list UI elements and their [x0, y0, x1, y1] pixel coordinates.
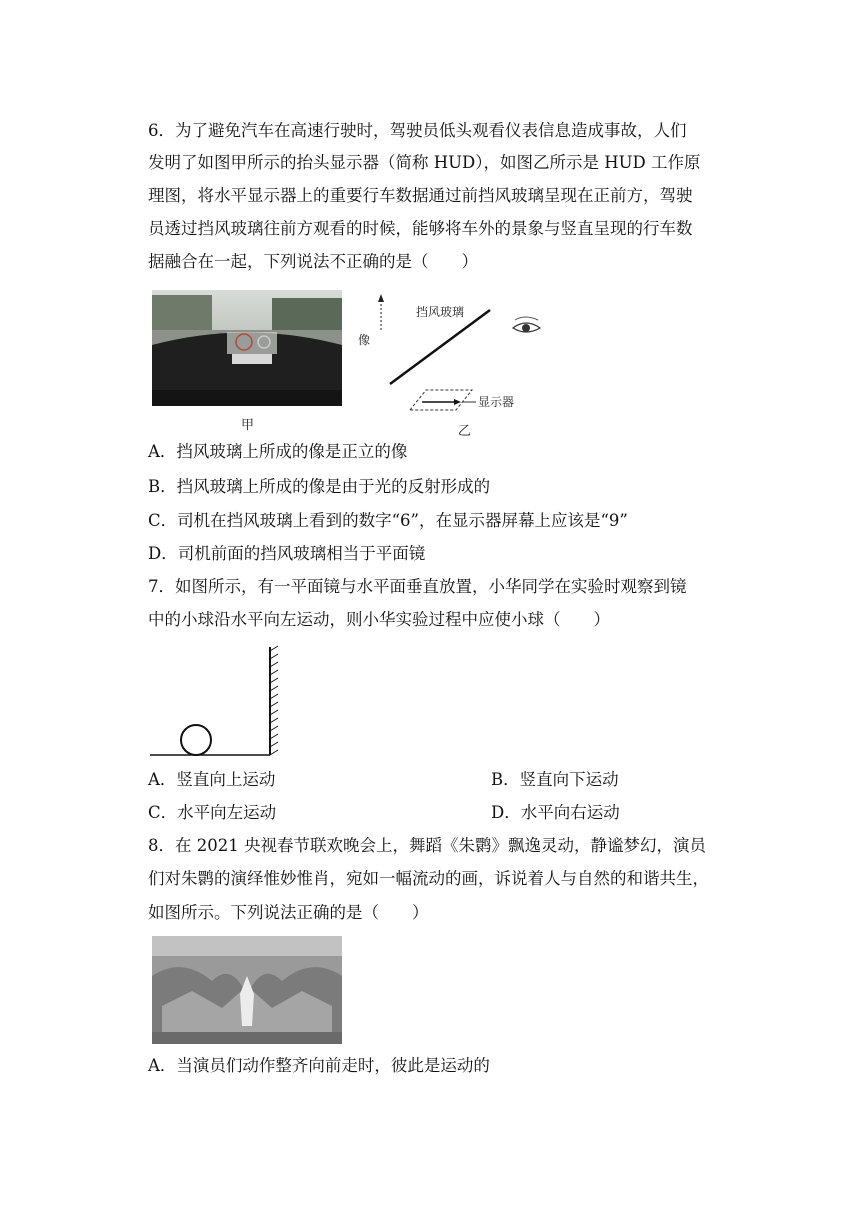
q8-stem-line-3: 如图所示。下列说法正确的是（ ） [148, 903, 429, 922]
q6-stem-line-3: 理图，将水平显示器上的重要行车数据通过前挡风玻璃呈现在正前方，驾驶 [148, 186, 693, 205]
ball [181, 725, 211, 755]
q6-stem-line-4: 员透过挡风玻璃往前方观看的时候，能够将车外的景象与竖直呈现的行车数 [148, 219, 693, 238]
q6-stem-line-1: 6．为了避免汽车在高速行驶时，驾驶员低头观看仪表信息造成事故，人们 [148, 121, 687, 140]
q7-option-c[interactable]: C．水平向左运动 [148, 803, 277, 822]
q8-stem-line-1: 8．在 2021 央视春节联欢晚会上，舞蹈《朱鹮》飘逸灵动，静谧梦幻，演员 [148, 836, 706, 855]
q6-option-b[interactable]: B．挡风玻璃上所成的像是由于光的反射形成的 [148, 477, 491, 496]
hud-photo [152, 290, 342, 406]
q7-stem-line-2: 中的小球沿水平向左运动，则小华实验过程中应使小球（ ） [148, 610, 610, 629]
windshield-label: 挡风玻璃 [416, 305, 465, 319]
dance-photo [152, 936, 342, 1044]
figure-jia-caption: 甲 [241, 418, 255, 433]
hud-principle-diagram [350, 292, 550, 432]
q6-stem-line-2: 发明了如图甲所示的抬头显示器（简称 HUD），如图乙所示是 HUD 工作原 [148, 153, 701, 172]
figure-yi-caption: 乙 [458, 424, 472, 439]
eye-icon [513, 317, 540, 332]
q8-option-a[interactable]: A．当演员们动作整齐向前走时，彼此是运动的 [148, 1056, 490, 1075]
q6-option-c[interactable]: C．司机在挡风玻璃上看到的数字“6”，在显示器屏幕上应该是“9” [148, 511, 628, 530]
q6-stem-line-5: 据融合在一起，下列说法不正确的是（ ） [148, 252, 478, 271]
q8-stem-line-2: 们对朱鹮的演绎惟妙惟肖，宛如一幅流动的画，诉说着人与自然的和谐共生， [148, 869, 709, 888]
q7-option-d[interactable]: D．水平向右运动 [491, 803, 620, 822]
display-label: 显示器 [478, 395, 515, 409]
image-label: 像 [358, 333, 371, 347]
q7-option-a[interactable]: A．竖直向上运动 [148, 770, 276, 789]
q6-option-a[interactable]: A．挡风玻璃上所成的像是正立的像 [148, 442, 408, 461]
q6-option-d[interactable]: D．司机前面的挡风玻璃相当于平面镜 [148, 544, 426, 563]
q7-option-b[interactable]: B．竖直向下运动 [491, 770, 619, 789]
q7-stem-line-1: 7．如图所示，有一平面镜与水平面垂直放置，小华同学在实验时观察到镜 [148, 577, 687, 596]
mirror-ball-diagram [148, 645, 288, 760]
